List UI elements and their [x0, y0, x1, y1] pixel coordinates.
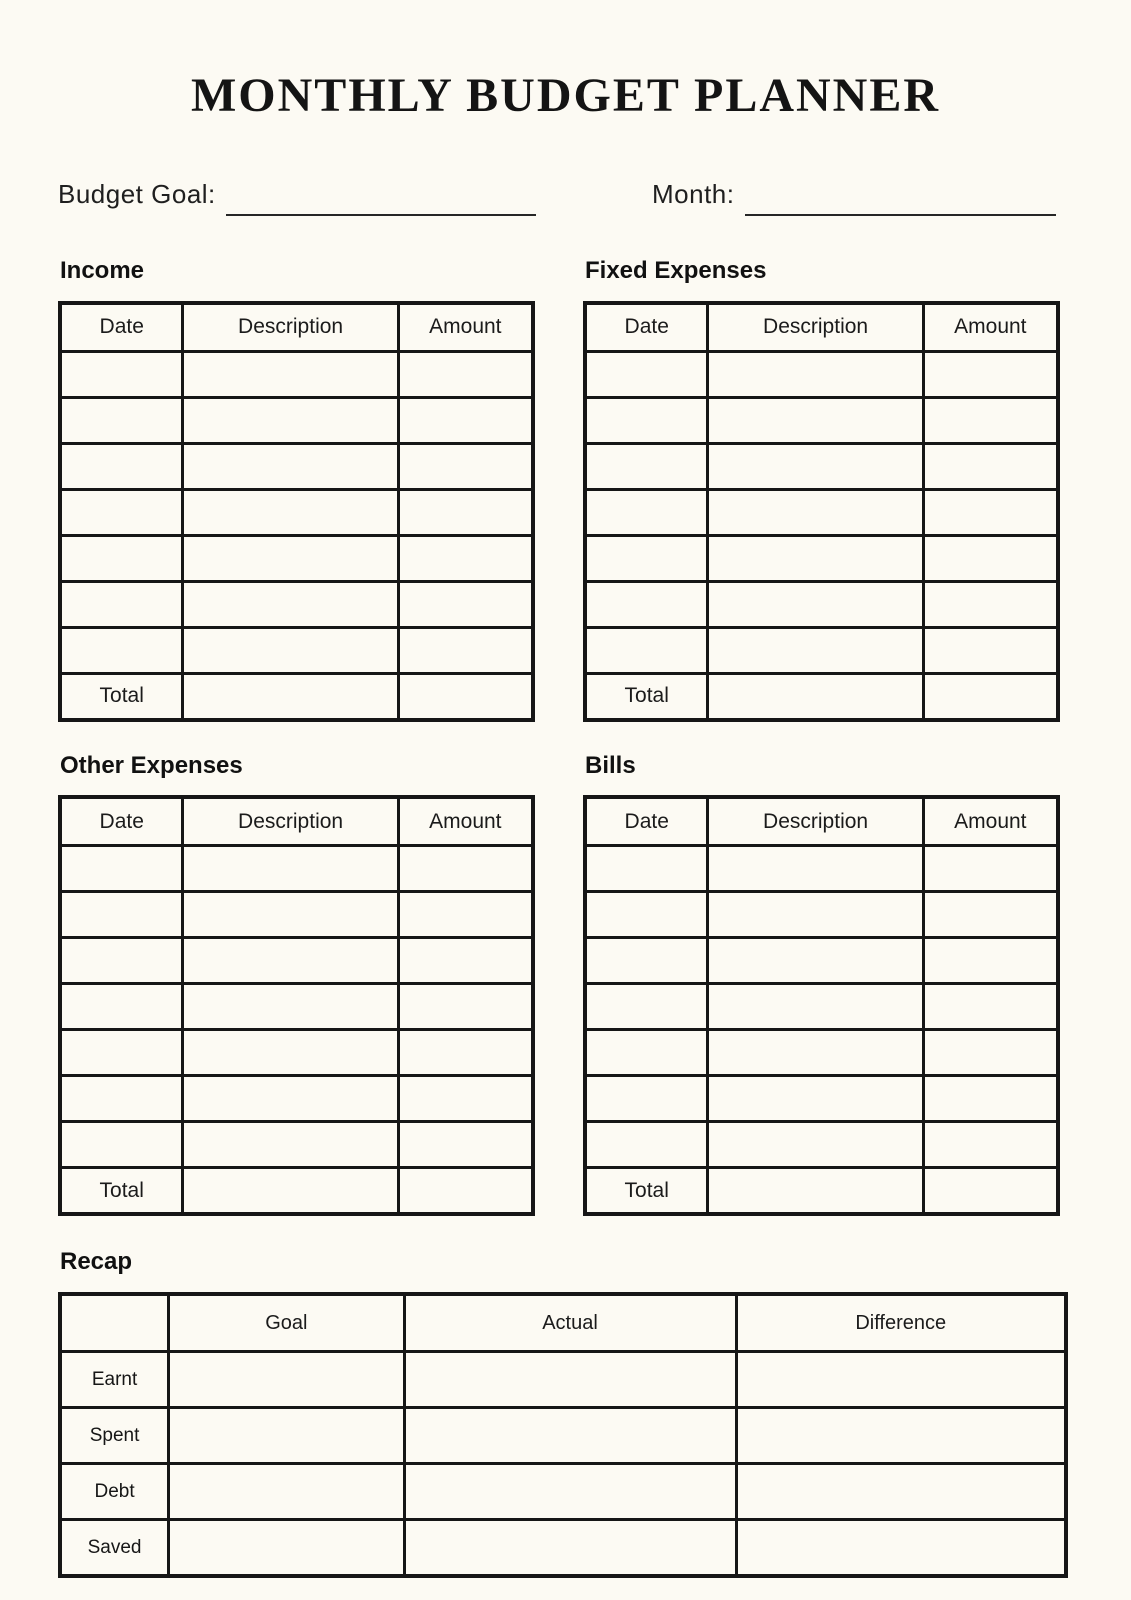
recap-row-saved: [60, 1520, 1066, 1577]
date-column-header: Date: [585, 303, 708, 352]
description-entry-cell[interactable]: [708, 351, 923, 397]
saved-label-cell: Saved: [60, 1520, 169, 1577]
description-entry-cell[interactable]: [183, 397, 398, 443]
amount-column-header: Amount: [398, 303, 533, 352]
date-entry-cell[interactable]: [60, 1030, 183, 1076]
date-entry-cell[interactable]: [585, 581, 708, 627]
description-entry-cell[interactable]: [708, 984, 923, 1030]
recap-header-row: [60, 1294, 1066, 1352]
debt-difference-cell[interactable]: [736, 1464, 1066, 1520]
description-entry-cell[interactable]: [708, 938, 923, 984]
saved-goal-cell[interactable]: [169, 1520, 404, 1577]
date-entry-cell[interactable]: [585, 535, 708, 581]
ledger-entry-row: [585, 535, 1058, 581]
date-entry-cell[interactable]: [60, 938, 183, 984]
header-fields: [58, 177, 1073, 209]
bills-section: [583, 752, 1060, 1217]
date-entry-cell[interactable]: [585, 443, 708, 489]
ledger-total-row: [585, 1168, 1058, 1215]
date-entry-cell[interactable]: [585, 397, 708, 443]
ledger-entry-row: [585, 443, 1058, 489]
amount-entry-cell[interactable]: [398, 581, 533, 627]
ledger-entry-row: [60, 938, 533, 984]
difference-column-header: Difference: [736, 1294, 1066, 1352]
ledger-entry-row: [60, 892, 533, 938]
ledger-total-row: [585, 673, 1058, 720]
recap-row-earnt: [60, 1352, 1066, 1408]
ledger-entry-row: [585, 489, 1058, 535]
earnt-actual-cell[interactable]: [404, 1352, 736, 1408]
amount-entry-cell[interactable]: [923, 1076, 1058, 1122]
description-column-header: Description: [183, 303, 398, 352]
earnt-difference-cell[interactable]: [736, 1352, 1066, 1408]
amount-entry-cell[interactable]: [923, 351, 1058, 397]
description-entry-cell[interactable]: [708, 443, 923, 489]
ledger-header-row: [585, 303, 1058, 352]
budget-goal-input[interactable]: [226, 184, 536, 216]
amount-entry-cell[interactable]: [398, 535, 533, 581]
amount-entry-cell[interactable]: [398, 938, 533, 984]
spent-difference-cell[interactable]: [736, 1408, 1066, 1464]
description-entry-cell[interactable]: [183, 984, 398, 1030]
recap-row-spent: [60, 1408, 1066, 1464]
amount-entry-cell[interactable]: [923, 938, 1058, 984]
description-entry-cell[interactable]: [183, 1122, 398, 1168]
ledger-entry-row: [585, 1076, 1058, 1122]
description-entry-cell[interactable]: [183, 1076, 398, 1122]
ledger-entry-row: [60, 581, 533, 627]
ledger-entry-row: [60, 1076, 533, 1122]
spent-label-cell: Spent: [60, 1408, 169, 1464]
ledger-entry-row: [60, 443, 533, 489]
description-entry-cell[interactable]: [183, 351, 398, 397]
ledger-entry-row: [585, 846, 1058, 892]
amount-entry-cell[interactable]: [398, 846, 533, 892]
amount-entry-cell[interactable]: [923, 1122, 1058, 1168]
date-entry-cell[interactable]: [585, 1030, 708, 1076]
ledger-entry-row: [60, 489, 533, 535]
date-entry-cell[interactable]: [585, 984, 708, 1030]
description-column-header: Description: [708, 797, 923, 846]
fixed-expenses-heading: Fixed Expenses: [585, 256, 767, 284]
goal-column-header: Goal: [169, 1294, 404, 1352]
total-label-cell: Total: [585, 673, 708, 720]
amount-entry-cell[interactable]: [923, 581, 1058, 627]
recap-heading: Recap: [60, 1248, 133, 1276]
description-entry-cell[interactable]: [708, 846, 923, 892]
date-entry-cell[interactable]: [585, 489, 708, 535]
date-entry-cell[interactable]: [60, 984, 183, 1030]
recap-table: [58, 1292, 1068, 1578]
ledger-total-row: [60, 673, 533, 720]
description-column-header: Description: [183, 797, 398, 846]
date-entry-cell[interactable]: [60, 489, 183, 535]
amount-entry-cell[interactable]: [398, 489, 533, 535]
description-entry-cell[interactable]: [708, 1030, 923, 1076]
total-description-cell[interactable]: [183, 673, 398, 720]
fixed-expenses-table: [583, 301, 1060, 722]
description-entry-cell[interactable]: [708, 1122, 923, 1168]
amount-entry-cell[interactable]: [923, 846, 1058, 892]
saved-actual-cell[interactable]: [404, 1520, 736, 1577]
date-entry-cell[interactable]: [585, 1122, 708, 1168]
date-entry-cell[interactable]: [585, 1076, 708, 1122]
amount-entry-cell[interactable]: [923, 984, 1058, 1030]
date-entry-cell[interactable]: [60, 846, 183, 892]
ledger-header-row: [60, 303, 533, 352]
description-entry-cell[interactable]: [183, 627, 398, 673]
description-entry-cell[interactable]: [708, 397, 923, 443]
other-expenses-section: [58, 752, 535, 1217]
amount-column-header: Amount: [923, 797, 1058, 846]
budget-sections: [58, 257, 1073, 1217]
actual-column-header: Actual: [404, 1294, 736, 1352]
debt-label-cell: Debt: [60, 1464, 169, 1520]
amount-entry-cell[interactable]: [398, 1076, 533, 1122]
month-label: Month:: [652, 179, 735, 210]
date-column-header: Date: [60, 303, 183, 352]
description-entry-cell[interactable]: [708, 535, 923, 581]
amount-column-header: Amount: [398, 797, 533, 846]
amount-entry-cell[interactable]: [923, 535, 1058, 581]
description-entry-cell[interactable]: [183, 535, 398, 581]
date-entry-cell[interactable]: [60, 443, 183, 489]
amount-entry-cell[interactable]: [398, 443, 533, 489]
description-entry-cell[interactable]: [183, 846, 398, 892]
spent-actual-cell[interactable]: [404, 1408, 736, 1464]
amount-entry-cell[interactable]: [398, 397, 533, 443]
ledger-entry-row: [60, 984, 533, 1030]
date-entry-cell[interactable]: [585, 892, 708, 938]
amount-entry-cell[interactable]: [923, 397, 1058, 443]
income-table: [58, 301, 535, 722]
amount-entry-cell[interactable]: [923, 443, 1058, 489]
ledger-entry-row: [585, 1122, 1058, 1168]
date-entry-cell[interactable]: [60, 535, 183, 581]
description-column-header: Description: [708, 303, 923, 352]
ledger-entry-row: [585, 627, 1058, 673]
recap-row-debt: [60, 1464, 1066, 1520]
total-label-cell: Total: [60, 1168, 183, 1215]
date-entry-cell[interactable]: [60, 581, 183, 627]
description-entry-cell[interactable]: [183, 1030, 398, 1076]
ledger-entry-row: [585, 581, 1058, 627]
earnt-label-cell: Earnt: [60, 1352, 169, 1408]
description-entry-cell[interactable]: [183, 892, 398, 938]
amount-entry-cell[interactable]: [398, 984, 533, 1030]
date-entry-cell[interactable]: [60, 1122, 183, 1168]
bills-table: [583, 795, 1060, 1216]
ledger-entry-row: [60, 627, 533, 673]
ledger-entry-row: [585, 351, 1058, 397]
total-description-cell[interactable]: [183, 1168, 398, 1215]
debt-goal-cell[interactable]: [169, 1464, 404, 1520]
amount-entry-cell[interactable]: [923, 1030, 1058, 1076]
bills-heading: Bills: [585, 751, 636, 779]
total-amount-cell[interactable]: [398, 673, 533, 720]
amount-entry-cell[interactable]: [398, 1122, 533, 1168]
amount-entry-cell[interactable]: [923, 489, 1058, 535]
ledger-entry-row: [585, 397, 1058, 443]
amount-entry-cell[interactable]: [398, 627, 533, 673]
ledger-header-row: [585, 797, 1058, 846]
total-label-cell: Total: [585, 1168, 708, 1215]
description-entry-cell[interactable]: [183, 581, 398, 627]
ledger-entry-row: [585, 1030, 1058, 1076]
earnt-goal-cell[interactable]: [169, 1352, 404, 1408]
date-entry-cell[interactable]: [60, 397, 183, 443]
ledger-entry-row: [60, 535, 533, 581]
date-entry-cell[interactable]: [60, 892, 183, 938]
description-entry-cell[interactable]: [708, 892, 923, 938]
description-entry-cell[interactable]: [183, 938, 398, 984]
saved-difference-cell[interactable]: [736, 1520, 1066, 1577]
date-entry-cell[interactable]: [60, 627, 183, 673]
total-label-cell: Total: [60, 673, 183, 720]
date-entry-cell[interactable]: [60, 351, 183, 397]
description-entry-cell[interactable]: [708, 627, 923, 673]
ledger-entry-row: [60, 1030, 533, 1076]
description-entry-cell[interactable]: [708, 581, 923, 627]
ledger-entry-row: [60, 1122, 533, 1168]
description-entry-cell[interactable]: [708, 489, 923, 535]
month-input[interactable]: [745, 184, 1057, 216]
amount-entry-cell[interactable]: [923, 627, 1058, 673]
debt-actual-cell[interactable]: [404, 1464, 736, 1520]
ledger-header-row: [60, 797, 533, 846]
total-description-cell[interactable]: [708, 1168, 923, 1215]
date-entry-cell[interactable]: [585, 846, 708, 892]
ledger-total-row: [60, 1168, 533, 1215]
budget-goal-label: Budget Goal:: [58, 179, 216, 210]
date-entry-cell[interactable]: [585, 627, 708, 673]
amount-entry-cell[interactable]: [923, 892, 1058, 938]
date-entry-cell[interactable]: [585, 938, 708, 984]
income-section: [58, 257, 535, 722]
total-amount-cell[interactable]: [923, 1168, 1058, 1215]
recap-corner-cell: [60, 1294, 169, 1352]
date-entry-cell[interactable]: [585, 351, 708, 397]
date-column-header: Date: [60, 797, 183, 846]
amount-entry-cell[interactable]: [398, 1030, 533, 1076]
amount-entry-cell[interactable]: [398, 351, 533, 397]
description-entry-cell[interactable]: [183, 443, 398, 489]
date-column-header: Date: [585, 797, 708, 846]
ledger-entry-row: [585, 938, 1058, 984]
date-entry-cell[interactable]: [60, 1076, 183, 1122]
income-heading: Income: [60, 256, 145, 284]
other-expenses-heading: Other Expenses: [60, 751, 243, 779]
ledger-entry-row: [60, 846, 533, 892]
total-description-cell[interactable]: [708, 673, 923, 720]
page-title: MONTHLY BUDGET PLANNER: [191, 69, 940, 122]
other-expenses-table: [58, 795, 535, 1216]
recap-section: [58, 1248, 1073, 1578]
ledger-entry-row: [585, 892, 1058, 938]
description-entry-cell[interactable]: [708, 1076, 923, 1122]
ledger-entry-row: [60, 351, 533, 397]
month-field: [652, 177, 1056, 209]
ledger-entry-row: [60, 397, 533, 443]
total-amount-cell[interactable]: [923, 673, 1058, 720]
fixed-expenses-section: [583, 257, 1060, 722]
budget-goal-field: [58, 177, 536, 209]
total-amount-cell[interactable]: [398, 1168, 533, 1215]
amount-entry-cell[interactable]: [398, 892, 533, 938]
spent-goal-cell[interactable]: [169, 1408, 404, 1464]
ledger-entry-row: [585, 984, 1058, 1030]
description-entry-cell[interactable]: [183, 489, 398, 535]
amount-column-header: Amount: [923, 303, 1058, 352]
